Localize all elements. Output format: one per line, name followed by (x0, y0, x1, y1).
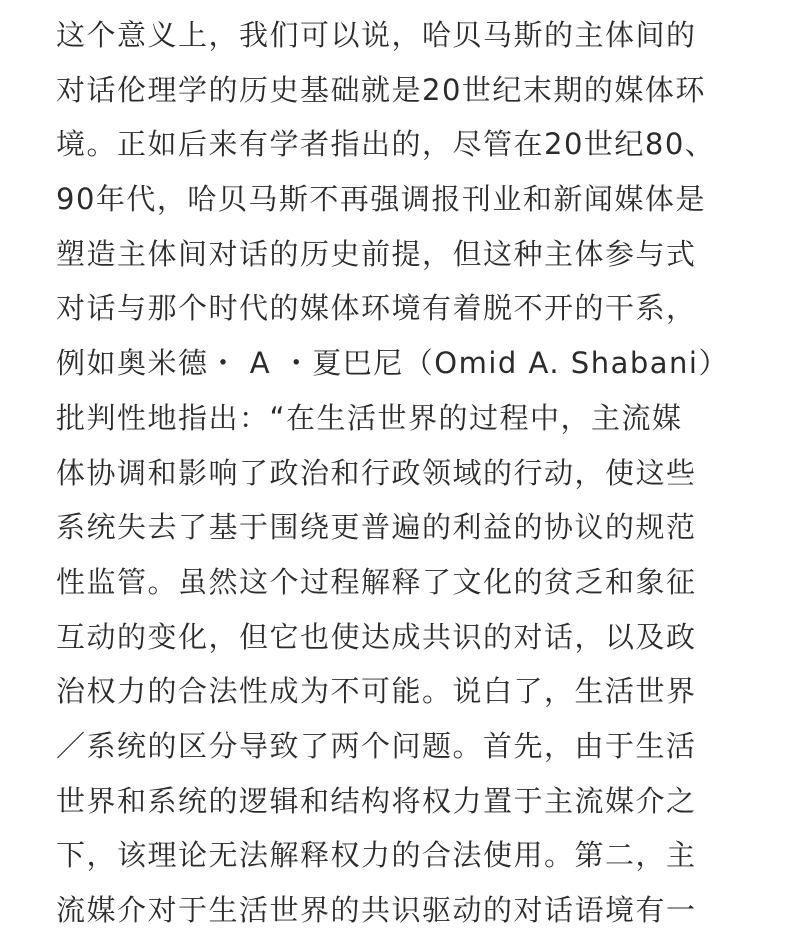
text-line-5: 塑造主体间对话的历史前提，但这种主体参与式 (56, 236, 697, 271)
text-line-14: ／系统的区分导致了两个问题。首先，由于生活 (56, 728, 697, 763)
text-line-7: 例如奥米德・ A ・夏巴尼（Omid A. Shabani） (56, 346, 729, 381)
text-line-11: 性监管。虽然这个过程解释了文化的贫乏和象征 (56, 564, 697, 599)
article-body (56, 8, 756, 938)
text-line-2: 对话伦理学的历史基础就是20世纪末期的媒体环 (56, 72, 706, 107)
text-line-4: 90年代，哈贝马斯不再强调报刊业和新闻媒体是 (56, 182, 706, 217)
text-line-10: 系统失去了基于围绕更普遍的利益的协议的规范 (56, 510, 697, 545)
text-line-8: 批判性地指出：“在生活世界的过程中，主流媒 (56, 400, 683, 435)
text-line-6: 对话与那个时代的媒体环境有着脱不开的干系， (56, 291, 697, 326)
text-line-15: 世界和系统的逻辑和结构将权力置于主流媒介之 (56, 783, 697, 818)
text-line-1: 这个意义上，我们可以说，哈贝马斯的主体间的 (56, 18, 697, 52)
text-line-17: 流媒介对于生活世界的共识驱动的对话语境有一 (56, 893, 697, 927)
text-line-16: 下，该理论无法解释权力的合法使用。第二，主 (56, 838, 697, 873)
text-line-9: 体协调和影响了政治和行政领域的行动，使这些 (56, 455, 697, 490)
text-line-12: 互动的变化，但它也使达成共识的对话，以及政 (56, 619, 697, 654)
text-line-13: 治权力的合法性成为不可能。说白了，生活世界 (56, 674, 697, 709)
text-line-3: 境。正如后来有学者指出的，尽管在20世纪80、 (56, 127, 716, 162)
